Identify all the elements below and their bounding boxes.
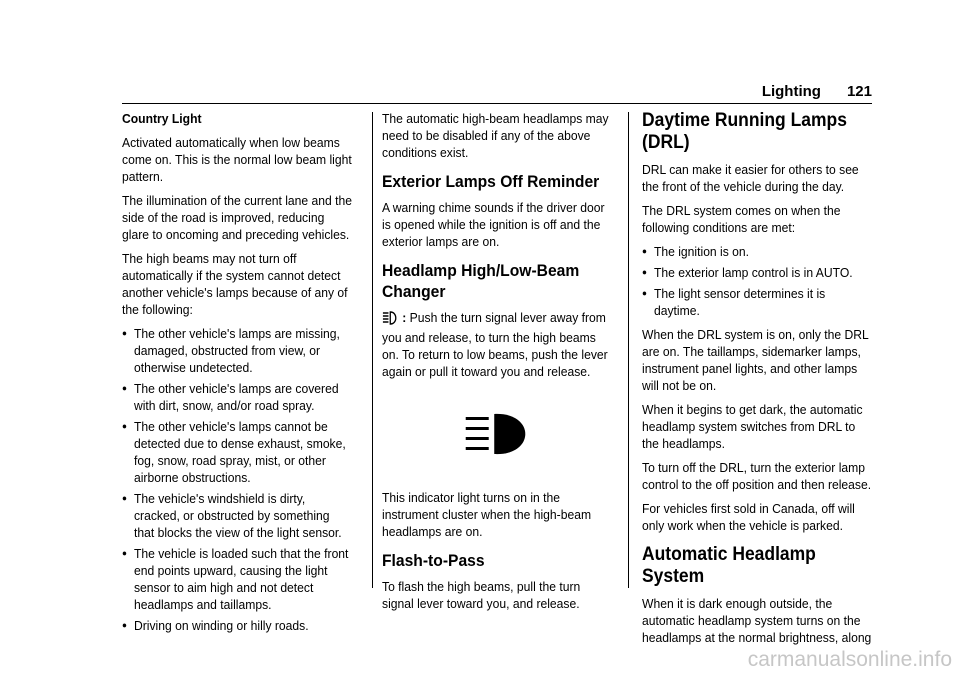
list-item: ● The other vehicle's lamps cannot be detected due to dense exhaust, smoke, fog, snow, road spray, mist, or other airborne obstructions.: [122, 418, 352, 486]
list-item: ● The vehicle's windshield is dirty, cracked, or obstructed by something that blocks the view of the light sensor.: [122, 490, 352, 541]
column-3: [642, 110, 872, 653]
column-1: [122, 110, 352, 641]
drl-conditions-list: [642, 243, 872, 319]
page-number: 121: [846, 83, 872, 100]
conditions-list: [122, 325, 352, 634]
paragraph: A warning chime sounds if the driver door is opened while the ignition is off and the exterior lamps are on.: [382, 200, 605, 249]
drl-heading: Daytime Running Lamps (DRL): [642, 110, 847, 153]
beam-changer-text: Push the turn signal lever away from you and release, to turn the high beams on. To return to low beams, push the lever again or pull it toward you and release.: [382, 310, 608, 379]
list-item: ● The ignition is on.: [642, 243, 872, 260]
list-item: ● The vehicle is loaded such that the front end points upward, causing the light sensor to aim high and not detect headlamps and taillamps.: [122, 545, 352, 613]
list-item: ● Driving on winding or hilly roads.: [122, 617, 352, 634]
paragraph: To turn off the DRL, turn the exterior lamp control to the off position and then release.: [642, 460, 872, 492]
paragraph: The high beams may not turn off automatically if the system cannot detect another vehicle's lamps because of any of the following:: [122, 251, 348, 317]
list-item: ● The light sensor determines it is daytime.: [642, 285, 872, 319]
paragraph: Activated automatically when low beams come on. This is the normal low beam light pattern.: [122, 135, 352, 184]
list-item: ● The other vehicle's lamps are missing, damaged, obstructed from view, or otherwise undetected.: [122, 325, 352, 376]
beam-changer-paragraph: [382, 309, 612, 380]
icon-colon: :: [402, 310, 407, 325]
paragraph: For vehicles first sold in Canada, off will only work when the vehicle is parked.: [642, 501, 855, 533]
flash-to-pass-heading: Flash-to-Pass: [382, 551, 485, 570]
paragraph: The illumination of the current lane and the side of the road is improved, reducing glare to oncoming and preceding vehicles.: [122, 193, 352, 242]
paragraph: When it begins to get dark, the automatic headlamp system switches from DRL to the headlamps.: [642, 402, 863, 451]
header-rule: [122, 103, 872, 104]
watermark: carmanualsonline.info: [747, 648, 952, 671]
column-2: [382, 110, 612, 619]
high-beam-icon: [460, 409, 534, 463]
section-title: Lighting: [761, 83, 821, 100]
paragraph: When it is dark enough outside, the automatic headlamp system turns on the headlamps at the normal brightness, along: [642, 596, 872, 645]
paragraph: This indicator light turns on in the instrument cluster when the high-beam headlamps are on.: [382, 490, 592, 539]
paragraph: When the DRL system is on, only the DRL are on. The taillamps, sidemarker lamps, instrument panel lights, and other lamps will not be on.: [642, 327, 869, 393]
column-divider-2: [628, 112, 629, 588]
high-beam-indicator-figure: [382, 387, 612, 489]
automatic-headlamp-heading: Automatic Headlamp System: [642, 544, 816, 587]
list-item: ● The other vehicle's lamps are covered with dirt, snow, and/or road spray.: [122, 380, 352, 414]
list-item: ● The exterior lamp control is in AUTO.: [642, 264, 872, 281]
paragraph: To flash the high beams, pull the turn signal lever toward you, and release.: [382, 579, 581, 611]
beam-changer-heading: Headlamp High/Low-Beam Changer: [382, 261, 580, 301]
high-beam-icon: [382, 311, 399, 329]
column-divider-1: [372, 112, 373, 588]
paragraph: DRL can make it easier for others to see the front of the vehicle during the day.: [642, 162, 859, 194]
country-light-subhead: Country Light: [122, 111, 202, 126]
reminder-heading: Exterior Lamps Off Reminder: [382, 172, 600, 191]
page-header: [762, 83, 872, 100]
paragraph: The DRL system comes on when the following conditions are met:: [642, 203, 841, 235]
paragraph: The automatic high-beam headlamps may need to be disabled if any of the above conditions exist.: [382, 111, 609, 160]
